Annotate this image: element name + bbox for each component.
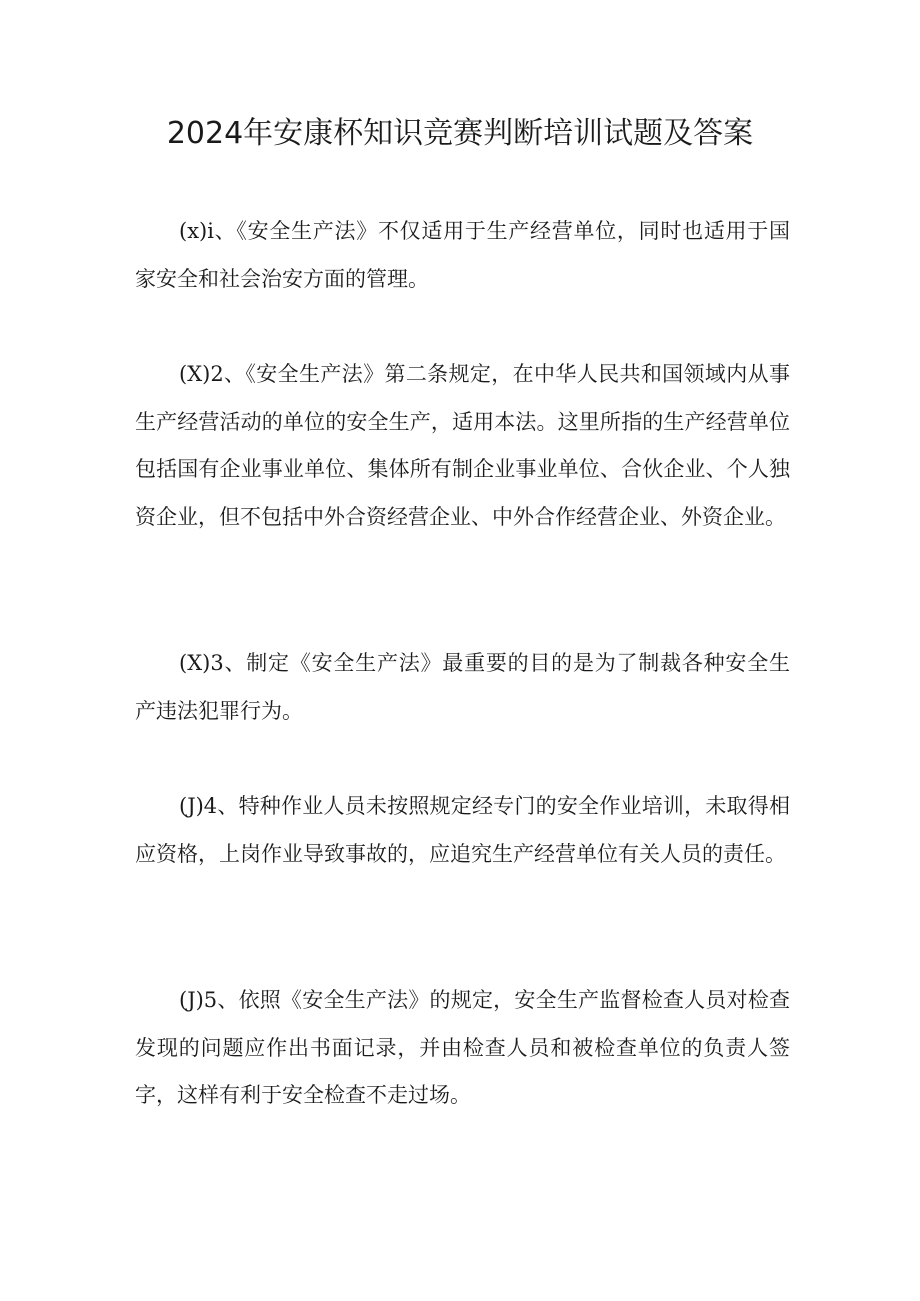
question-2: (X)2、《安全生产法》第二条规定，在中华人民共和国领域内从事生产经营活动的单位的安全生产，适用本法。这里所指的生产经营单位包括国有企业事业单位、集体所有制企业事业单位、合伙企业、个人独资企业，但不包括中外合资经营企业、中外合作经营企业、外资企业。 [135,362,790,530]
document-title: 2024年安康杯知识竞赛判断培训试题及答案 [166,116,754,151]
question-3: (X)3、制定《安全生产法》最重要的目的是为了制裁各种安全生产违法犯罪行为。 [135,651,790,723]
question-5: (J)5、依照《安全生产法》的规定，安全生产监督检查人员对检查发现的问题应作出书面记录，并由检查人员和被检查单位的负责人签字，这样有利于安全检查不走过场。 [135,988,790,1108]
question-1: (x)i、《安全生产法》不仅适用于生产经营单位，同时也适用于国家安全和社会治安方面的管理。 [135,219,790,291]
question-4: (J)4、特种作业人员未按照规定经专门的安全作业培训，未取得相应资格，上岗作业导致事故的，应追究生产经营单位有关人员的责任。 [135,794,790,866]
